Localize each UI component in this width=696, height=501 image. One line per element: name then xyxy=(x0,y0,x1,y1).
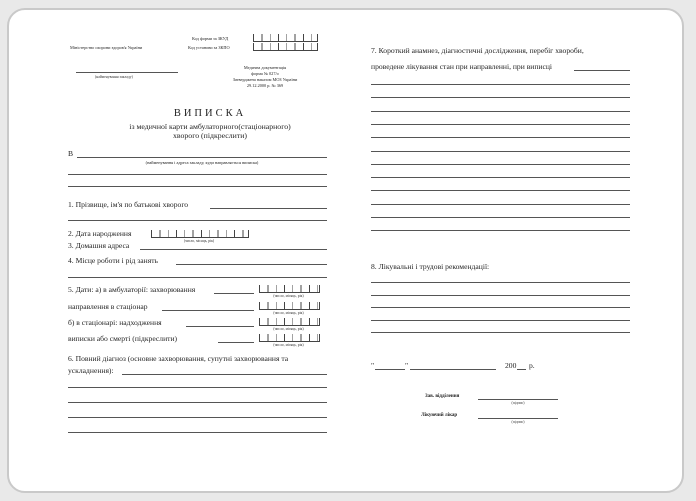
q5d-caption: (число, місяць, рік) xyxy=(273,343,304,347)
q7-line-6 xyxy=(371,151,630,152)
q7-line-10 xyxy=(371,204,630,205)
birth-date-caption: (число, місяць, рік) xyxy=(183,239,215,243)
q6-label-line-1: 6. Повний діагноз (основне захворювання, супутні захворювання та xyxy=(68,354,289,363)
q1-label: 1. Прізвище, ім'я по батькові хворого xyxy=(68,200,189,209)
q8-line-2 xyxy=(371,295,630,296)
to-line xyxy=(77,157,327,158)
med-doc-line-2: форма № 027/о xyxy=(251,71,279,76)
q4-line xyxy=(176,264,327,265)
zkud-label: Код форми за ЗКУД xyxy=(192,36,229,41)
q5c-caption: (число, місяць, рік) xyxy=(273,327,304,331)
q5c-label: б) в стаціонарі: надходження xyxy=(68,318,162,327)
q5a-caption: (число, місяць, рік) xyxy=(273,294,304,298)
date-month-line xyxy=(410,369,496,370)
to-line-2 xyxy=(68,174,327,175)
date-day-line xyxy=(375,369,405,370)
q1-line xyxy=(210,208,327,209)
med-doc-line-3: Затверджена наказом МОЗ України xyxy=(232,77,298,82)
q5d-boxes xyxy=(259,334,320,342)
q5c-line xyxy=(186,326,254,327)
q5c-boxes xyxy=(259,318,320,326)
document-title: ВИПИСКА xyxy=(173,108,247,119)
q6-line-3 xyxy=(68,402,327,403)
q5b-caption: (число, місяць, рік) xyxy=(273,311,304,315)
q7-line-12 xyxy=(371,230,630,231)
q7-line-7 xyxy=(371,164,630,165)
med-doc-line-1: Медична документація xyxy=(243,65,287,70)
institution-line xyxy=(76,72,178,73)
q6-label-line-2: ускладнення): xyxy=(68,366,114,375)
year-line xyxy=(517,369,526,370)
zkpo-boxes xyxy=(253,43,318,51)
q8-line-1 xyxy=(371,282,630,283)
q5a-boxes xyxy=(259,285,320,293)
date-close-quote: " xyxy=(405,361,409,370)
q6-line-2 xyxy=(68,387,327,388)
q4-line-2 xyxy=(68,277,327,278)
head-signature-line xyxy=(478,399,558,400)
q7-line-3 xyxy=(371,111,630,112)
med-doc-line-4: 29.12.2000 р. № 369 xyxy=(246,83,284,88)
q7-line-9 xyxy=(371,190,630,191)
ministry-label: Міністерство охорони здоров'я України xyxy=(70,45,143,50)
zkud-boxes xyxy=(253,34,318,42)
head-signature-caption: (підпис) xyxy=(511,401,525,405)
q5a-line xyxy=(214,293,254,294)
title-line-1: із медичної карти амбулаторного(стаціонарного) xyxy=(129,122,291,131)
q4-label: 4. Місце роботи і рід занять xyxy=(68,256,158,265)
q8-line-5 xyxy=(371,332,630,333)
q2-label: 2. Дата народження xyxy=(68,229,132,238)
year-prefix: 200 xyxy=(505,361,517,370)
q3-label: 3. Домашня адреса xyxy=(68,241,130,250)
doctor-signature-line xyxy=(478,418,558,419)
date-open-quote: " xyxy=(371,361,375,370)
year-suffix: р. xyxy=(529,361,535,370)
q8-line-3 xyxy=(371,307,630,308)
to-caption: (найменування і адреса закладу, куди направляється виписка) xyxy=(145,160,259,165)
q7-line-11 xyxy=(371,217,630,218)
q7-line-4 xyxy=(371,124,630,125)
q7-line-1 xyxy=(371,84,630,85)
q5b-boxes xyxy=(259,302,320,310)
zkpo-label: Код установи за ЗКПО xyxy=(188,45,230,50)
q7-label-line-1: 7. Короткий анамнез, діагностичні дослідження, перебіг хвороби, xyxy=(371,46,584,55)
q7-line-8 xyxy=(371,177,630,178)
attending-doctor-label: Лікуючий лікар xyxy=(421,413,458,418)
q5d-label: виписки або смерті (підкреслити) xyxy=(68,334,178,343)
q7-line-2 xyxy=(371,97,630,98)
q5b-line xyxy=(162,310,254,311)
title-line-2: хворого (підкреслити) xyxy=(172,131,248,140)
q6-line-1 xyxy=(122,374,327,375)
to-label: В xyxy=(68,149,74,158)
q3-line xyxy=(140,249,327,250)
to-line-3 xyxy=(68,186,327,187)
q7-label-line-2: проведене лікування стан при направленні, при виписці xyxy=(371,62,553,71)
birth-date-boxes xyxy=(151,230,249,238)
head-of-department-label: Зав. відділення xyxy=(425,394,460,399)
doctor-signature-caption: (підпис) xyxy=(511,420,525,424)
institution-caption: (найменування закладу) xyxy=(95,75,133,79)
q8-line-4 xyxy=(371,320,630,321)
q5b-label: направлення в стаціонар xyxy=(68,302,148,311)
q8-label: 8. Лікувальні і трудові рекомендації: xyxy=(371,262,490,271)
q6-line-5 xyxy=(68,432,327,433)
q5d-line xyxy=(218,342,254,343)
q5a-label: 5. Дати: а) в амбулаторії: захворювання xyxy=(68,285,196,294)
q7-line-0 xyxy=(574,70,630,71)
q7-line-5 xyxy=(371,137,630,138)
q6-line-4 xyxy=(68,417,327,418)
q1-line-2 xyxy=(68,220,327,221)
